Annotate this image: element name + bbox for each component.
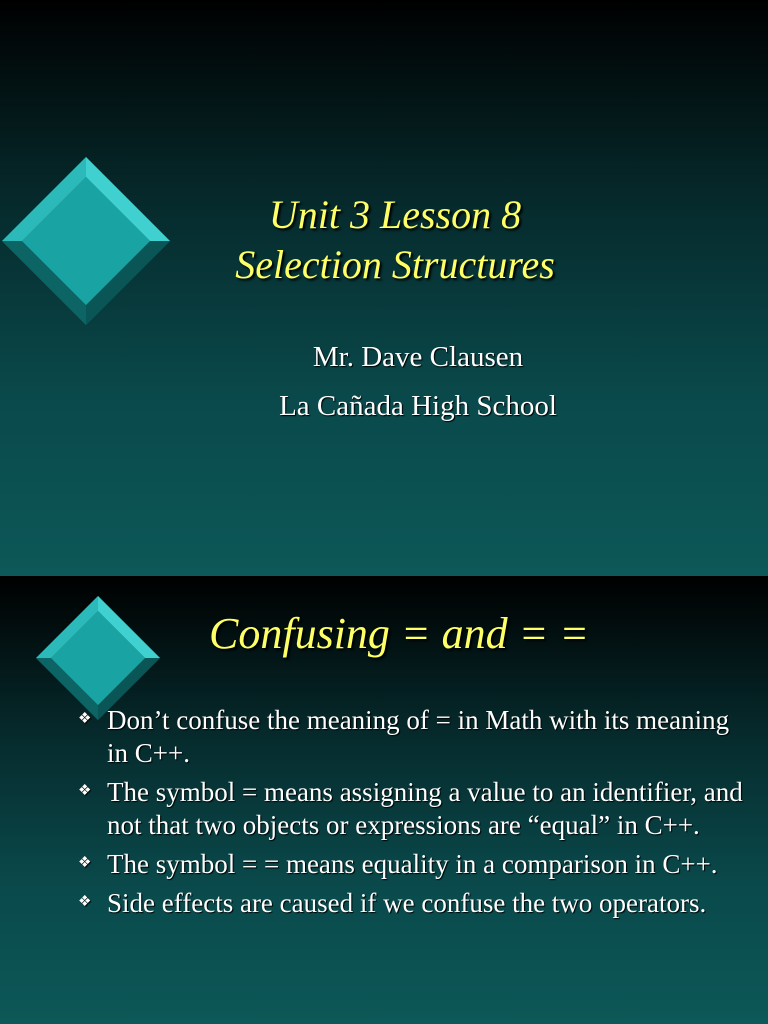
school-name: La Cañada High School [279,390,557,423]
bullet-icon: ❖ [78,855,92,871]
author-name: Mr. Dave Clausen [312,341,524,373]
bullet-list [72,704,752,926]
bullet-icon: ❖ [78,783,92,799]
bullet-icon: ❖ [78,894,92,910]
title-line-1: Unit 3 Lesson 8 [268,192,522,237]
slide-title [0,190,768,290]
bullet-text: Don’t confuse the meaning of = in Math with its meaning in C++. [107,705,730,768]
bullet-text: The symbol = means assigning a value to an identifier, and not that two objects or expressions are “equal” in C++. [107,777,743,840]
bullet-text: Side effects are caused if we confuse the two operators. [107,888,707,918]
bullet-icon: ❖ [78,711,92,727]
title-line-2: Selection Structures [235,242,555,287]
list-item [72,887,752,920]
list-item [72,776,752,842]
slide-subtitle [0,333,768,432]
bullet-text: The symbol = = means equality in a comparison in C++. [107,849,718,879]
list-item [72,704,752,770]
list-item [72,848,752,881]
slide-2 [0,576,768,1024]
slide-title: Confusing = and = = [209,609,589,658]
